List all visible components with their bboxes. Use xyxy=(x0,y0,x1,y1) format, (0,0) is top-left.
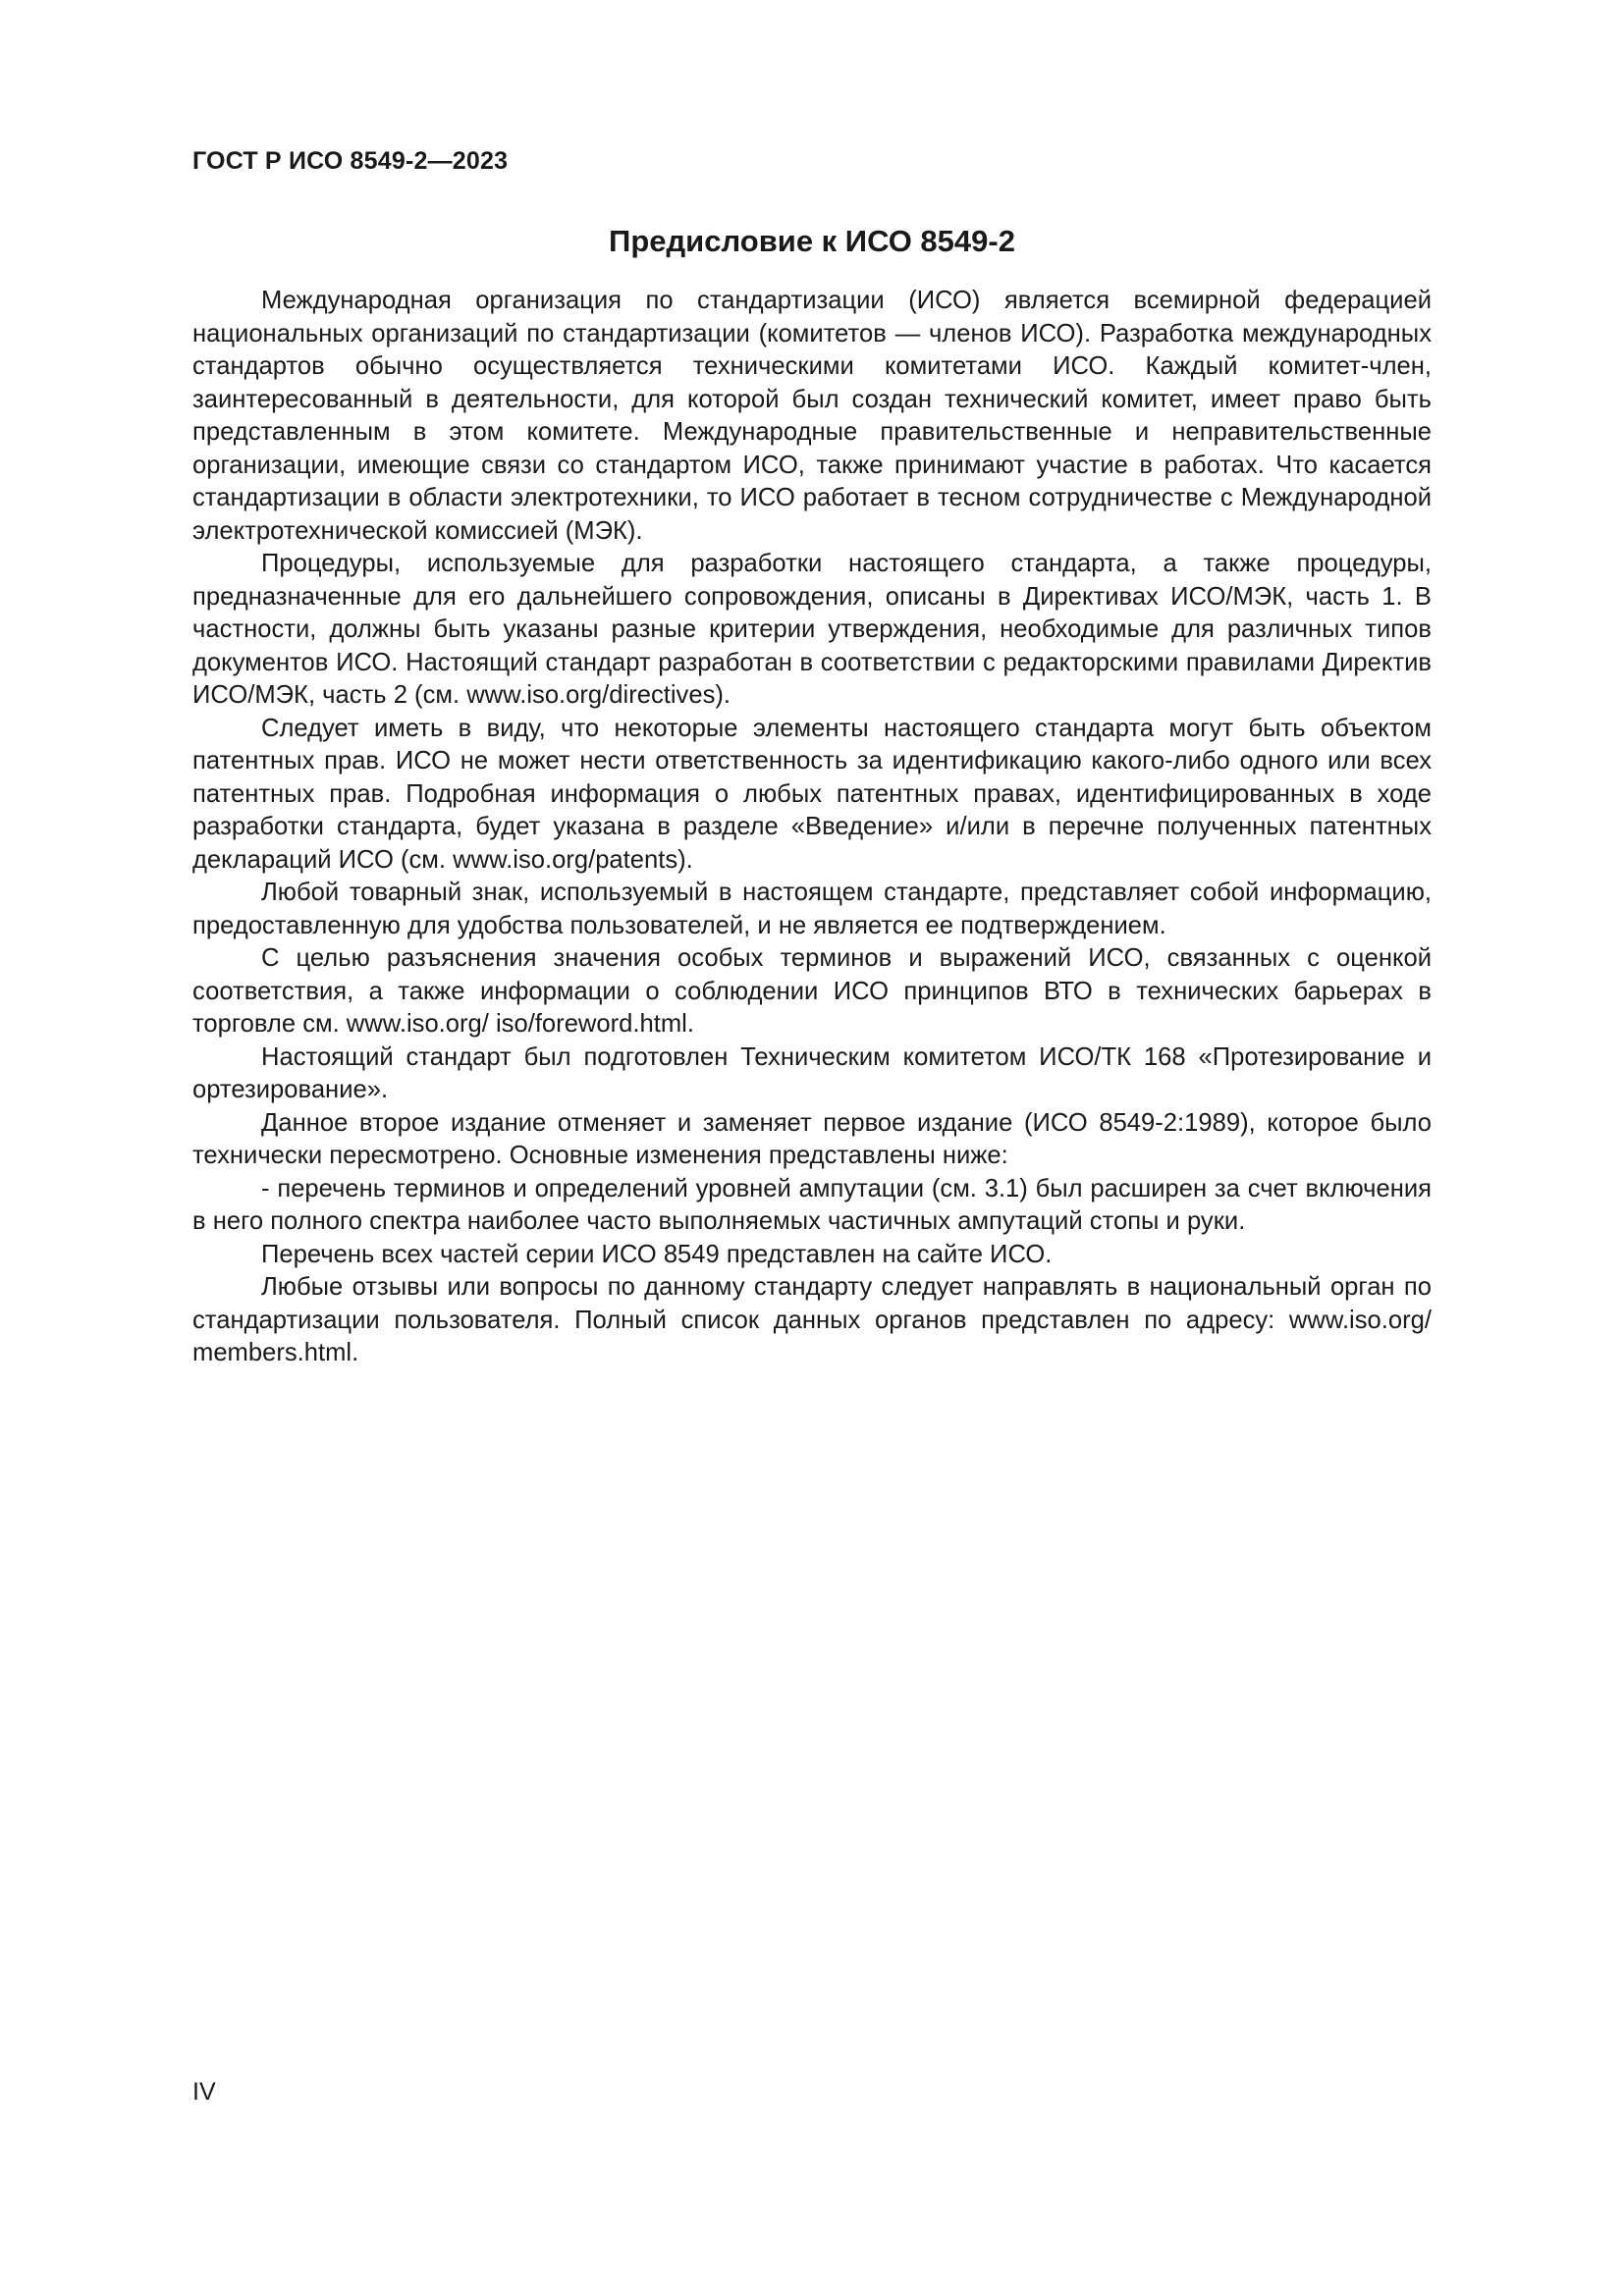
foreword-body xyxy=(192,285,1432,1370)
paragraph: С целью разъяснения значения особых терминов и выражений ИСО, связанных с оценкой соответствия, а также информации о соблюдении ИСО принципов ВТО в технических барьерах в торговле см. www.iso.org/ iso/foreword.html. xyxy=(192,944,1432,1038)
list-item: - перечень терминов и определений уровней ампутации (см. 3.1) был расширен за счет включения в него полного спектра наиболее часто выполняемых частичных ампутаций стопы и руки. xyxy=(192,1174,1432,1235)
section-title: Предисловие к ИСО 8549-2 xyxy=(609,224,1015,258)
paragraph: Любой товарный знак, используемый в настоящем стандарте, представляет собой информацию, предоставленную для удобства пользователей, и не является ее подтверждением. xyxy=(192,879,1432,939)
paragraph: Настоящий стандарт был подготовлен Техническим комитетом ИСО/ТК 168 «Протезирование и ортезирование». xyxy=(192,1042,1432,1103)
paragraph: Международная организация по стандартизации (ИСО) является всемирной федерацией национальных организаций по стандартизации (комитетов — членов ИСО). Разработка международных стандартов обычно осуществляется техническими комитетами ИСО. Каждый комитет-член, заинтересованный в деятельности, для которой был создан технический комитет, имеет право быть представленным в этом комитете. Международные правительственные и неправительственные организации, имеющие связи со стандартом ИСО, также принимают участие в работах. Что касается стандартизации в области электротехники, то ИСО работает в тесном сотрудничестве с Международной электротехнической комиссией (МЭК). xyxy=(192,287,1432,545)
paragraph: Перечень всех частей серии ИСО 8549 представлен на сайте ИСО. xyxy=(261,1240,1053,1268)
paragraph: Следует иметь в виду, что некоторые элементы настоящего стандарта могут быть объектом патентных прав. ИСО не может нести ответственность за идентификацию какого-либо одного или всех патентных прав. Подробная информация о любых патентных правах, идентифицированных в ходе разработки стандарта, будет указана в разделе «Введение» и/или в перечне полученных патентных деклараций ИСО (см. www.iso.org/patents). xyxy=(192,714,1432,874)
page-number: IV xyxy=(192,2078,216,2106)
paragraph: Данное второе издание отменяет и заменяет первое издание (ИСО 8549-2:1989), которое было технически пересмотрено. Основные изменения представлены ниже: xyxy=(192,1108,1432,1169)
paragraph: Любые отзывы или вопросы по данному стандарту следует направлять в национальный орган по стандартизации пользователя. Полный список данных органов представлен по адресу: www.iso.org/ members.html. xyxy=(192,1273,1432,1366)
paragraph: Процедуры, используемые для разработки настоящего стандарта, а также процедуры, предназначенные для его дальнейшего сопровождения, описаны в Директивах ИСО/МЭК, часть 1. В частности, должны быть указаны разные критерии утверждения, необходимые для различных типов документов ИСО. Настоящий стандарт разработан в соответствии с редакторскими правилами Директив ИСО/МЭК, часть 2 (см. www.iso.org/directives). xyxy=(192,550,1432,709)
standard-code-header: ГОСТ Р ИСО 8549-2—2023 xyxy=(192,147,509,175)
